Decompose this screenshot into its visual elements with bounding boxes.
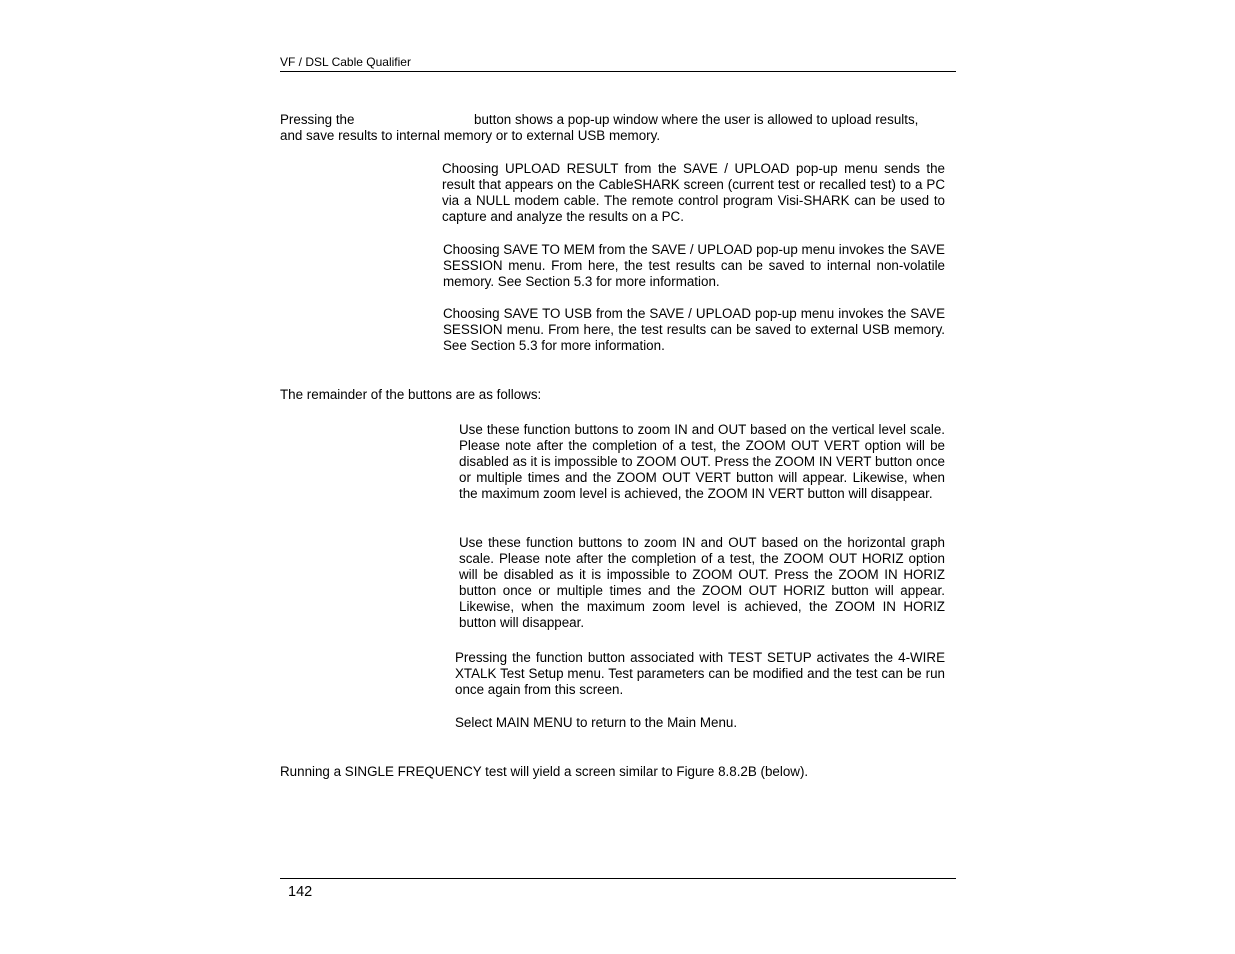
remainder-intro: The remainder of the buttons are as follows:: [280, 387, 542, 402]
save-to-mem-description: Choosing SAVE TO MEM from the SAVE / UPLOAD pop-up menu invokes the SAVE SESSION menu. From here, the test results can be saved to internal non-volatile memory. See Section 5.3 for more information.: [443, 242, 945, 289]
page-number: 142: [288, 884, 313, 900]
test-setup-description: Pressing the function button associated with TEST SETUP activates the 4-WIRE XTALK Test Setup menu. Test parameters can be modified and the test can be run once again from this screen.: [455, 650, 945, 697]
upload-result-description: Choosing UPLOAD RESULT from the SAVE / UPLOAD pop-up menu sends the result that appears on the CableSHARK screen (current test or recalled test) to a PC via a NULL modem cable. The remote control program Visi-SHARK can be used to capture and analyze the results on a PC.: [442, 161, 945, 224]
save-to-usb-description: Choosing SAVE TO USB from the SAVE / UPLOAD pop-up menu invokes the SAVE SESSION menu. From here, the test results can be saved to external USB memory. See Section 5.3 for more information.: [443, 306, 945, 353]
main-menu-description: Select MAIN MENU to return to the Main Menu.: [455, 715, 738, 730]
zoom-horiz-description: Use these function buttons to zoom IN and OUT based on the horizontal graph scale. Please note after the completion of a test, the ZOOM OUT HORIZ option will be disabled as it is impossible to ZOOM OUT. Press the ZOOM IN HORIZ button once or multiple times and the ZOOM OUT HORIZ button will appear. Likewise, when the maximum zoom level is achieved, the ZOOM IN HORIZ button will disappear.: [459, 535, 945, 630]
intro-line-1: [280, 112, 354, 128]
running-header: VF / DSL Cable Qualifier: [280, 55, 411, 69]
header-rule: [280, 71, 956, 72]
intro-text-after-gap: button shows a pop-up window where the user is allowed to upload results,: [474, 112, 919, 127]
zoom-vert-description: Use these function buttons to zoom IN and OUT based on the vertical level scale. Please note after the completion of a test, the ZOOM OUT VERT option will be disabled as it is impossible to ZOOM OUT. Press the ZOOM IN VERT button once or multiple times and the ZOOM OUT VERT button will appear. Likewise, when the maximum zoom level is achieved, the ZOOM IN VERT button will disappear.: [459, 422, 945, 501]
intro-line-2: and save results to internal memory or to external USB memory.: [280, 128, 661, 143]
intro-text-before-gap: Pressing the: [280, 112, 355, 127]
footer-rule: [280, 878, 956, 879]
single-frequency-note: Running a SINGLE FREQUENCY test will yield a screen similar to Figure 8.8.2B (below).: [280, 764, 809, 779]
